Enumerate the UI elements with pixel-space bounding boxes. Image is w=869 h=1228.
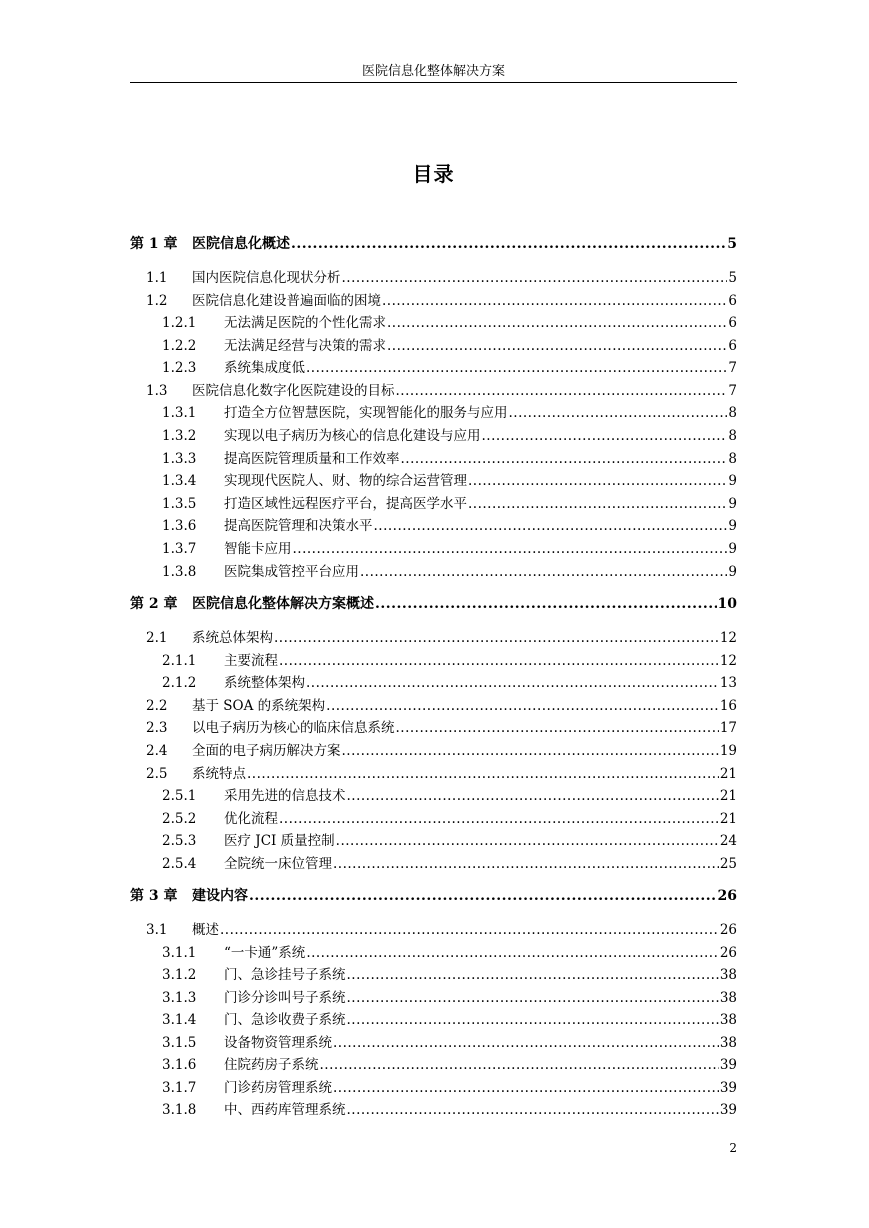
toc-entry-number: 2.2 — [146, 698, 168, 714]
toc-entry-page: 12 — [719, 630, 737, 646]
toc-entry-page: 39 — [719, 1057, 737, 1073]
toc-entry-page: 10 — [717, 596, 737, 612]
toc-entry-page: 5 — [728, 270, 737, 286]
toc-entry-page: 13 — [719, 675, 737, 691]
toc-leader-dots — [347, 787, 719, 805]
toc-entry[interactable] — [130, 563, 737, 581]
toc-entry-number: 2.5 — [146, 766, 168, 782]
toc-entry-page: 7 — [728, 383, 737, 399]
toc-entry-page: 26 — [717, 888, 737, 904]
toc-entry[interactable] — [130, 674, 737, 692]
toc-leader-dots — [482, 427, 728, 445]
toc-entry-number: 1.3.5 — [162, 496, 197, 512]
toc-entry-number: 3.1.1 — [162, 945, 197, 961]
toc-entry[interactable] — [130, 742, 737, 760]
toc-entry-label: 门、急诊收费子系统 — [224, 1012, 346, 1028]
toc-entry-number: 2.1.1 — [162, 653, 197, 669]
toc-entry-number: 1.3.3 — [162, 451, 197, 467]
toc-leader-dots — [468, 472, 727, 490]
toc-entry[interactable] — [130, 1056, 737, 1074]
toc-entry-label: 采用先进的信息技术 — [224, 788, 346, 804]
toc-leader-dots — [382, 292, 727, 310]
toc-leader-dots — [293, 540, 728, 558]
toc-leader-dots — [396, 719, 719, 737]
toc-entry-page: 8 — [728, 451, 737, 467]
toc-entry-label: 医疗 JCI 质量控制 — [224, 833, 335, 849]
toc-entry-number: 2.4 — [146, 743, 168, 759]
toc-entry-label: 提高医院管理质量和工作效率 — [224, 451, 400, 467]
toc-entry-label: 无法满足经营与决策的需求 — [224, 338, 386, 354]
toc-entry-page: 7 — [728, 360, 737, 376]
toc-entry-number: 1.3.7 — [162, 541, 197, 557]
toc-leader-dots — [326, 697, 719, 715]
toc-entry[interactable] — [130, 540, 737, 558]
toc-entry-page: 9 — [728, 496, 737, 512]
toc-entry-label: 全面的电子病历解决方案 — [192, 743, 341, 759]
toc-entry-label: 打造全方位智慧医院，实现智能化的服务与应用 — [224, 405, 508, 421]
toc-entry[interactable] — [130, 719, 737, 737]
toc-entry[interactable] — [130, 337, 737, 355]
toc-entry-page: 38 — [719, 990, 737, 1006]
toc-leader-dots — [336, 832, 719, 850]
toc-entry-number: 第 1 章 — [130, 236, 178, 252]
header-divider — [130, 82, 737, 83]
toc-entry-number: 2.1.2 — [162, 675, 197, 691]
toc-entry-label: 医院信息化建设普遍面临的困境 — [192, 293, 381, 309]
toc-entry-number: 3.1.4 — [162, 1012, 197, 1028]
toc-leader-dots — [279, 810, 719, 828]
toc-leader-dots — [347, 989, 719, 1007]
toc-entry[interactable] — [130, 495, 737, 513]
toc-entry[interactable] — [130, 1079, 737, 1097]
toc-leader-dots — [279, 652, 719, 670]
toc-leader-dots — [306, 359, 727, 377]
toc-entry-number: 1.1 — [146, 270, 168, 286]
toc-chapter-entry[interactable] — [130, 235, 737, 253]
toc-entry-page: 19 — [719, 743, 737, 759]
toc-entry-number: 1.2.1 — [162, 315, 197, 331]
toc-entry[interactable] — [130, 832, 737, 850]
toc-leader-dots — [220, 921, 719, 939]
toc-leader-dots — [468, 495, 727, 513]
toc-entry-page: 6 — [728, 315, 737, 331]
toc-entry[interactable] — [130, 1101, 737, 1119]
toc-leader-dots — [509, 404, 728, 422]
toc-entry-number: 2.1 — [146, 630, 168, 646]
toc-entry-number: 3.1.8 — [162, 1102, 197, 1118]
toc-leader-dots — [396, 382, 728, 400]
toc-leader-dots — [347, 1101, 719, 1119]
toc-entry[interactable] — [130, 404, 737, 422]
toc-entry-number: 3.1.5 — [162, 1035, 197, 1051]
toc-entry-label: 系统整体架构 — [224, 675, 305, 691]
toc-title: 目录 — [412, 162, 455, 186]
toc-leader-dots — [247, 765, 719, 783]
toc-entry[interactable] — [130, 765, 737, 783]
toc-entry-number: 3.1.7 — [162, 1080, 197, 1096]
toc-entry-number: 1.3.1 — [162, 405, 197, 421]
toc-entry-page: 39 — [719, 1102, 737, 1118]
toc-entry-label: 基于 SOA 的系统架构 — [192, 698, 326, 714]
toc-leader-dots — [342, 742, 719, 760]
toc-entry-number: 2.5.2 — [162, 811, 197, 827]
toc-entry-page: 6 — [728, 338, 737, 354]
page-number: 2 — [729, 1141, 737, 1155]
toc-leader-dots — [347, 1011, 719, 1029]
toc-entry-label: 优化流程 — [224, 811, 278, 827]
toc-entry-label: 以电子病历为核心的临床信息系统 — [192, 720, 395, 736]
toc-entry-label: 医院信息化概述 — [192, 236, 290, 252]
toc-leader-dots — [387, 337, 727, 355]
page-header: 医院信息化整体解决方案 — [361, 64, 505, 79]
toc-entry[interactable] — [130, 989, 737, 1007]
toc-entry[interactable] — [130, 314, 737, 332]
toc-entry[interactable] — [130, 427, 737, 445]
toc-entry-label: 医院信息化整体解决方案概述 — [192, 596, 374, 612]
toc-entry-label: 设备物资管理系统 — [224, 1035, 332, 1051]
toc-entry-number: 3.1.3 — [162, 990, 197, 1006]
toc-leader-dots — [320, 1056, 719, 1074]
toc-entry[interactable] — [130, 944, 737, 962]
toc-leader-dots — [401, 450, 728, 468]
toc-leader-dots — [360, 563, 727, 581]
toc-entry-page: 6 — [728, 293, 737, 309]
toc-entry[interactable] — [130, 359, 737, 377]
toc-entry-label: 国内医院信息化现状分析 — [192, 270, 341, 286]
toc-entry-label: 住院药房子系统 — [224, 1057, 319, 1073]
toc-entry[interactable] — [130, 810, 737, 828]
toc-leader-dots — [347, 966, 719, 984]
toc-leader-dots — [249, 887, 717, 905]
toc-entry-page: 9 — [728, 518, 737, 534]
toc-entry-page: 5 — [727, 236, 737, 252]
toc-entry-page: 9 — [728, 473, 737, 489]
toc-leader-dots — [306, 944, 719, 962]
toc-entry[interactable] — [130, 517, 737, 535]
toc-entry-label: 主要流程 — [224, 653, 278, 669]
toc-entry-number: 2.5.1 — [162, 788, 197, 804]
toc-entry-label: 智能卡应用 — [224, 541, 292, 557]
toc-entry[interactable] — [130, 921, 737, 939]
toc-entry[interactable] — [130, 652, 737, 670]
toc-leader-dots — [387, 314, 727, 332]
toc-entry-page: 9 — [728, 541, 737, 557]
toc-entry-number: 1.2 — [146, 293, 168, 309]
toc-entry-page: 38 — [719, 1035, 737, 1051]
toc-entry-number: 1.3 — [146, 383, 168, 399]
toc-leader-dots — [274, 629, 719, 647]
toc-entry-label: 实现现代医院人、财、物的综合运营管理 — [224, 473, 467, 489]
toc-entry-page: 16 — [719, 698, 737, 714]
toc-entry-page: 8 — [728, 428, 737, 444]
toc-entry-number: 1.2.2 — [162, 338, 197, 354]
toc-leader-dots — [333, 1079, 719, 1097]
toc-entry-number: 3.1 — [146, 922, 168, 938]
toc-entry-number: 第 2 章 — [130, 596, 178, 612]
toc-entry-page: 38 — [719, 967, 737, 983]
toc-leader-dots — [333, 855, 719, 873]
toc-entry[interactable] — [130, 450, 737, 468]
toc-entry-page: 21 — [719, 788, 737, 804]
toc-entry-page: 12 — [719, 653, 737, 669]
toc-entry-page: 39 — [719, 1080, 737, 1096]
toc-entry-number: 2.5.3 — [162, 833, 197, 849]
toc-entry-page: 25 — [719, 856, 737, 872]
toc-leader-dots — [291, 235, 726, 253]
toc-entry-label: 打造区域性远程医疗平台，提高医学水平 — [224, 496, 467, 512]
toc-entry-number: 第 3 章 — [130, 888, 178, 904]
toc-entry-label: 概述 — [192, 922, 219, 938]
toc-entry[interactable] — [130, 382, 737, 400]
toc-entry-label: 医院集成管控平台应用 — [224, 564, 359, 580]
toc-entry[interactable] — [130, 629, 737, 647]
toc-entry-page: 26 — [719, 945, 737, 961]
toc-entry-number: 3.1.6 — [162, 1057, 197, 1073]
toc-entry-number: 1.3.4 — [162, 473, 197, 489]
toc-leader-dots — [375, 595, 717, 613]
toc-entry-label: 建设内容 — [192, 888, 248, 904]
toc-entry[interactable] — [130, 1034, 737, 1052]
toc-entry-label: 门诊分诊叫号子系统 — [224, 990, 346, 1006]
toc-entry-number: 2.5.4 — [162, 856, 197, 872]
toc-entry-number: 2.3 — [146, 720, 168, 736]
toc-entry-number: 3.1.2 — [162, 967, 197, 983]
toc-entry-page: 21 — [719, 811, 737, 827]
toc-chapter-entry[interactable] — [130, 887, 737, 905]
toc-entry-label: 系统总体架构 — [192, 630, 273, 646]
toc-entry-page: 8 — [728, 405, 737, 421]
toc-entry[interactable] — [130, 787, 737, 805]
toc-entry-label: 实现以电子病历为核心的信息化建设与应用 — [224, 428, 481, 444]
toc-leader-dots — [374, 517, 728, 535]
toc-entry-page: 38 — [719, 1012, 737, 1028]
toc-entry[interactable] — [130, 855, 737, 873]
toc-entry-page: 17 — [719, 720, 737, 736]
toc-entry-label: 无法满足医院的个性化需求 — [224, 315, 386, 331]
toc-entry-label: 中、西药库管理系统 — [224, 1102, 346, 1118]
toc-entry-label: “一卡通”系统 — [224, 945, 306, 961]
toc-entry-label: 系统特点 — [192, 766, 246, 782]
toc-entry-page: 24 — [719, 833, 737, 849]
toc-entry[interactable] — [130, 966, 737, 984]
toc-chapter-entry[interactable] — [130, 595, 737, 613]
toc-entry-label: 医院信息化数字化医院建设的目标 — [192, 383, 395, 399]
toc-entry-label: 门、急诊挂号子系统 — [224, 967, 346, 983]
toc-entry-label: 系统集成度低 — [224, 360, 305, 376]
toc-entry-page: 21 — [719, 766, 737, 782]
toc-entry-label: 全院统一床位管理 — [224, 856, 332, 872]
toc-entry-label: 提高医院管理和决策水平 — [224, 518, 373, 534]
toc-entry[interactable] — [130, 1011, 737, 1029]
toc-entry-label: 门诊药房管理系统 — [224, 1080, 332, 1096]
toc-entry[interactable] — [130, 697, 737, 715]
toc-entry-page: 9 — [728, 564, 737, 580]
toc-entry[interactable] — [130, 292, 737, 310]
toc-entry-page: 26 — [719, 922, 737, 938]
toc-entry[interactable] — [130, 472, 737, 490]
toc-leader-dots — [333, 1034, 719, 1052]
toc-entry-number: 1.2.3 — [162, 360, 197, 376]
toc-entry[interactable] — [130, 269, 737, 287]
toc-leader-dots — [306, 674, 719, 692]
toc-entry-number: 1.3.6 — [162, 518, 197, 534]
toc-leader-dots — [342, 269, 728, 287]
toc-entry-number: 1.3.8 — [162, 564, 197, 580]
toc-entry-number: 1.3.2 — [162, 428, 197, 444]
